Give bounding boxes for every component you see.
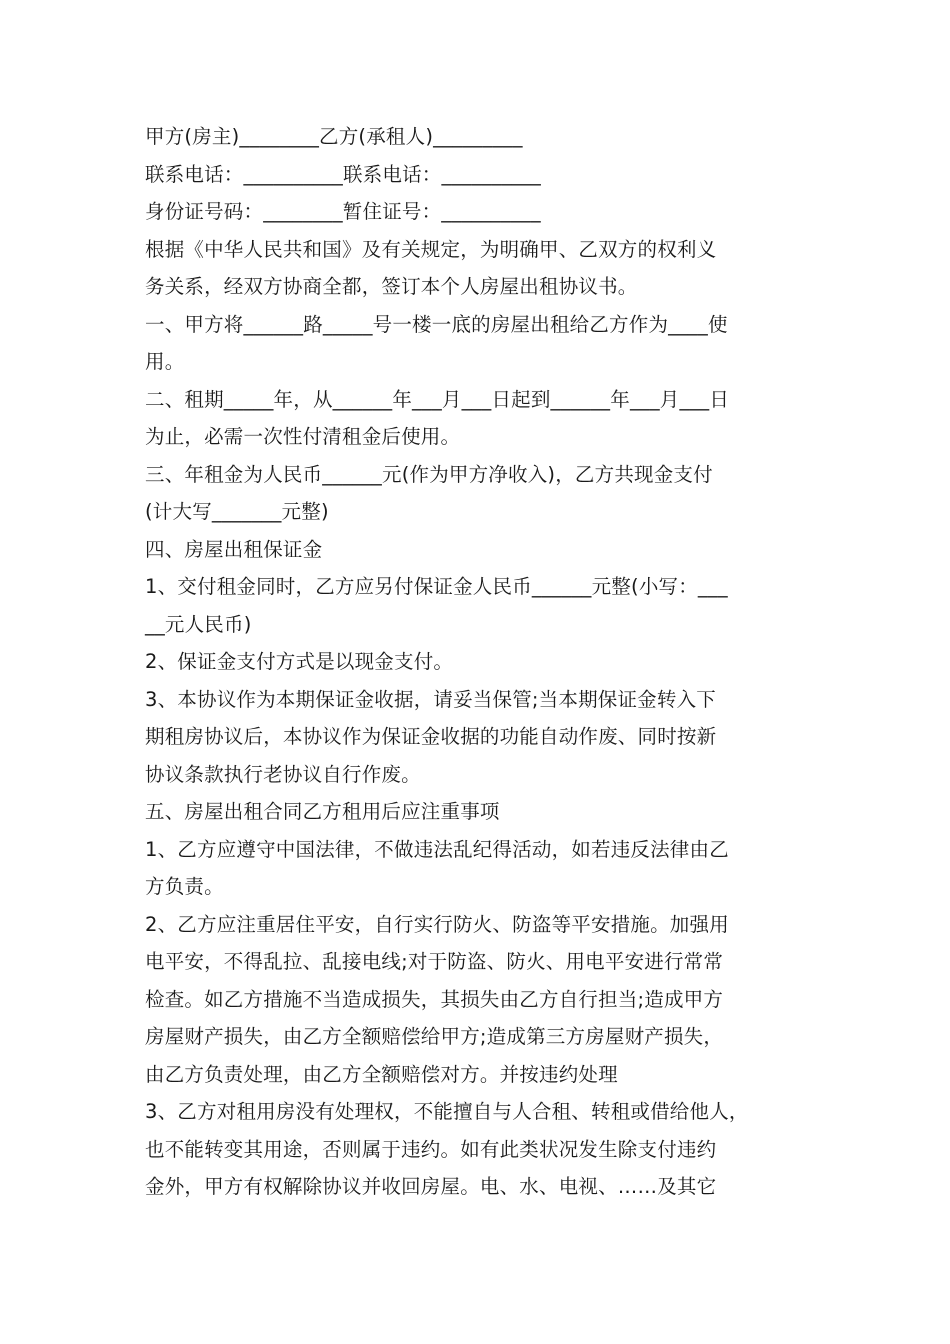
paragraph-line: 3、本协议作为本期保证金收据，请妥当保管;当本期保证金转入下 [145,687,716,711]
paragraph-line: 方负责。 [145,875,224,898]
id-number-line: 身份证号码：________暂住证号：__________ [145,200,541,223]
paragraph-line: 三、年租金为人民币______元(作为甲方净收入)，乙方共现金支付 [145,462,713,486]
paragraph-line: (计大写_______元整) [145,500,329,523]
paragraph-line: 金外，甲方有权解除协议并收回房屋。电、水、电视、……及其它 [145,1175,717,1198]
paragraph-line: 1、交付租金同时，乙方应另付保证金人民币______元整(小写：___ [145,575,728,598]
paragraph-line: __元人民币) [145,612,252,636]
paragraph-line: 期租房协议后，本协议作为保证金收据的功能自动作废、同时按新 [145,725,717,748]
paragraph-line: 一、甲方将______路_____号一楼一底的房屋出租给乙方作为____使 [145,312,728,336]
paragraph-line: 为止，必需一次性付清租金后使用。 [145,425,461,448]
document-body [145,118,810,1206]
paragraph-line: 由乙方负责处理，由乙方全额赔偿对方。并按违约处理 [145,1062,618,1086]
paragraph-line: 也不能转变其用途，否则属于违约。如有此类状况发生除支付违约 [145,1137,717,1161]
paragraph-line: 协议条款执行老协议自行作废。 [145,762,421,786]
section-heading: 五、房屋出租合同乙方租用后应注重事项 [145,800,500,823]
contact-phone-line: 联系电话：__________联系电话：__________ [145,162,542,186]
paragraph-line: 2、保证金支付方式是以现金支付。 [145,650,454,673]
paragraph-line: 2、乙方应注重居住平安，自行实行防火、防盗等平安措施。加强用 [145,912,729,936]
paragraph-line: 检查。如乙方措施不当造成损失，其损失由乙方自行担当;造成甲方 [145,987,724,1011]
paragraph-line: 3、乙方对租用房没有处理权，不能擅自与人合租、转租或借给他人， [145,1100,749,1123]
paragraph-line: 用。 [145,350,185,373]
party-a-b-line: 甲方(房主)________乙方(承租人)_________ [145,125,523,148]
section-heading: 四、房屋出租保证金 [145,537,323,561]
paragraph-line: 二、租期_____年，从______年___月___日起到______年___月___日 [145,387,730,411]
paragraph-line: 电平安，不得乱拉、乱接电线;对于防盗、防火、用电平安进行常常 [145,950,724,973]
paragraph-line: 房屋财产损失，由乙方全额赔偿给甲方;造成第三方房屋财产损失， [145,1025,724,1048]
paragraph-line: 务关系，经双方协商全都，签订本个人房屋出租协议书。 [145,275,638,298]
paragraph-line: 1、乙方应遵守中国法律，不做违法乱纪得活动，如若违反法律由乙 [145,837,729,861]
paragraph-line: 根据《中华人民共和国》及有关规定，为明确甲、乙双方的权利义 [145,237,717,261]
